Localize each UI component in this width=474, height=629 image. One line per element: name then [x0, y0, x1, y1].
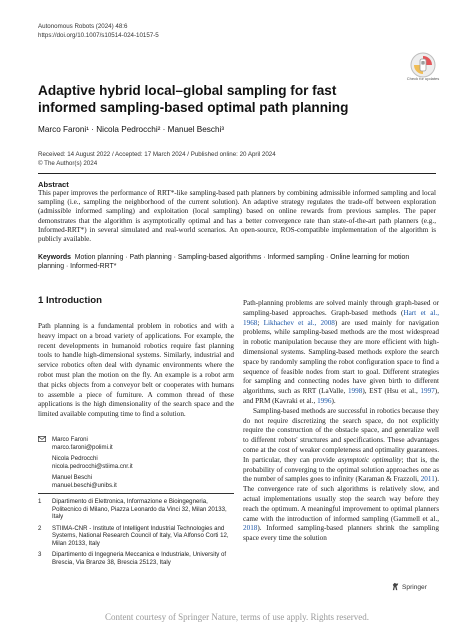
crossmark-label[interactable]: Check for updates [406, 76, 440, 81]
affiliation-entry [38, 551, 234, 566]
intro-paragraph: Path-planning problems are solved mainly through graph-based or sampling-based approaches. Graph-based methods (Hart et al., 1968; Likhachev et al., 2008) are used mainly for navigation problems, while sampling-based methods are the most widespread in robotic manipulation because they are more efficient with high-dimensional systems. Sampling-based methods explore the search space by randomly sampling the robot configuration space to find a sequence of feasible nodes from start to goal. Different strategies for sampling and connecting nodes have given birth to different algorithms, such as RRT (LaValle, 1998), EST (Hsu et al., 1997), and PRM (Kavraki et al., 1996). [243, 299, 439, 405]
intro-paragraph: Path planning is a fundamental problem in robotics and with a heavy impact on a broad variety of applications. For example, the recent developments in humanoid robotics require fast planning tools to handle high-dimensional systems. Similarly, industrial and service robotics often deal with dynamic environments where the robot must plan the motion on the fly. An example is a robot arm that picks objects from a conveyor belt or cooperates with humans to assemble a piece of furniture. A common thread of these applications is the high dimensionality of the search space and the limited available computing time to find a solution. [38, 322, 234, 419]
divider [38, 493, 234, 494]
dates-line: Received: 14 August 2022 / Accepted: 17 March 2024 / Published online: 20 April 2024 [38, 151, 276, 158]
affiliation-text: STIIMA-CNR - Institute of Intelligent Industrial Technologies and Systems, National Research Council of Italy, Via Alfonso Corti 12, Milan 20133, Italy [52, 524, 229, 547]
author-email[interactable]: marco.faroni@polimi.it [52, 443, 113, 451]
publisher-name: Springer [402, 584, 427, 591]
author-name: Marco Faroni [52, 436, 88, 443]
footer-notice: Content courtesy of Springer Nature, terms of use apply. Rights reserved. [104, 612, 370, 622]
affiliation-text: Dipartimento di Ingegneria Meccanica e Industriale, University of Brescia, Via Branze 38, Brescia 25123, Italy [52, 551, 227, 566]
envelope-icon [38, 436, 52, 489]
author-name: Nicola Pedrocchi [52, 455, 98, 462]
citation-link[interactable]: Likhachev et al., 2008 [263, 318, 335, 327]
copyright-line: © The Author(s) 2024 [38, 160, 98, 167]
affiliation-mark: 2 [38, 524, 42, 532]
emphasis-text: asymptotic optimality [338, 455, 402, 464]
section-heading: 1 Introduction [38, 295, 102, 306]
divider [38, 173, 436, 174]
author-list: Marco Faroni¹ · Nicola Pedrocchi² · Manuel Beschi³ [38, 125, 225, 134]
paper-title: Adaptive hybrid local–global sampling for fast informed sampling-based optimal path planning [38, 83, 349, 115]
affiliation-text: Dipartimento di Elettronica, Informazione e Bioingegneria, Politecnico di Milano, Piazza Leonardo da Vinci 32, Milan 20133, Italy [52, 498, 227, 520]
citation-link[interactable]: Hart et al., 1968 [243, 308, 439, 327]
affiliation-mark: 1 [38, 498, 42, 505]
publisher-logo [391, 582, 427, 593]
keywords-text: Motion planning · Path planning · Sampling-based algorithms · Informed sampling · Online learning for motion planning · Informed-RRT* [38, 254, 410, 271]
citation-link[interactable]: 2018 [243, 524, 258, 533]
affiliation-entry [38, 525, 234, 548]
journal-line: Autonomous Robots (2024) 48:6 [38, 23, 128, 30]
affiliation-mark: 3 [38, 551, 42, 558]
keywords [38, 253, 436, 272]
author-notes [38, 436, 234, 570]
intro-left-column [38, 322, 234, 420]
author-name: Manuel Beschi [52, 474, 92, 481]
abstract-text: This paper improves the performance of RRT*-like sampling-based path planners by combining admissible informed sampling and local sampling (i.e., sampling the neighborhood of the current solution). An adaptive strategy regulates the trade-off between exploration (admissible informed sampling) and exploitation (local sampling) based on online rewards from previous samples. The paper demonstrates that the algorithm is asymptotically optimal and has a better convergence rate than state-of-the-art path planners (e.g., Informed-RRT*) in several simulated and real-world scenarios. An open-source, ROS-compatible implementation of the algorithm is publicly available. [38, 189, 436, 244]
citation-link[interactable]: 2011 [420, 475, 435, 484]
citation-link[interactable]: 1997 [420, 387, 435, 396]
author-email[interactable]: nicola.pedrocchi@stiima.cnr.it [52, 462, 133, 470]
doi-link[interactable]: https://doi.org/10.1007/s10514-024-10157-5 [38, 32, 159, 39]
citation-link[interactable]: 1998 [347, 387, 363, 396]
abstract-heading: Abstract [38, 180, 69, 189]
keywords-label: Keywords [38, 254, 71, 261]
intro-paragraph: Sampling-based methods are successful in robotics because they do not require discretizing the search space, do not explicitly require the construction of the obstacle space, and generalize well to different robots' structures and specifications. These advantages come at the cost of weaker completeness and optimality guarantees. In particular, they can provide asymptotic optimality; that is, the probability of converging to the optimal solution approaches one as the number of samples goes to infinity (Karaman & Frazzoli, 2011). The convergence rate of such algorithms is relatively slow, and actual implementations usually stop the search way before they reach the optimum. A meaningful improvement to optimal planners came with the introduction of informed sampling (Gammell et al., 2018). Informed sampling-based planners shrink the sampling space every time the solution [243, 406, 439, 543]
affiliation-entry [38, 498, 234, 521]
citation-link[interactable]: 1996 [317, 396, 332, 405]
intro-right-column [243, 299, 439, 544]
springer-horse-icon [391, 582, 400, 593]
author-email[interactable]: manuel.beschi@unibs.it [52, 481, 117, 489]
correspondence-entry [38, 436, 234, 489]
